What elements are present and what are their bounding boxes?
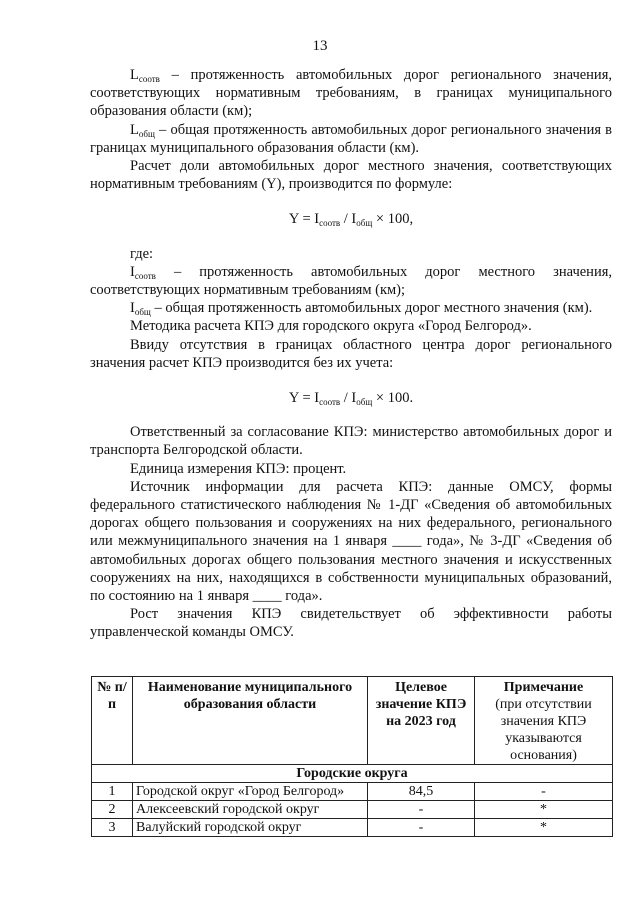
row-target: - (368, 801, 475, 819)
row-note: * (475, 819, 613, 837)
table-header-row (92, 677, 613, 765)
row-num: 2 (92, 801, 133, 819)
where-label: где: (130, 245, 154, 262)
header-note (475, 677, 613, 765)
header-num: № п/п (92, 677, 133, 765)
row-target: - (368, 819, 475, 837)
definition-l-obsch: $L_{общ}$ – общая протяженность автомобильных дорог регионального значения в границах муниципального образования области (км). (90, 121, 612, 156)
row-note: - (475, 783, 613, 801)
definition-l-sootv: $L_{соотв}$ – протяженность автомобильных дорог регионального значения, соответствующих нормативным требованиям, в границах муниципального образования области (км); (90, 67, 612, 120)
method-title: Методика расчета КПЭ для городского округа «Город Белгород». (130, 318, 532, 335)
formula-intro: Расчет доли автомобильных дорог местного значения, соответствующих нормативным требованиям (Y), производится по формуле: (90, 158, 612, 193)
section-row (92, 765, 613, 783)
row-name: Алексеевский городской округ (133, 801, 368, 819)
table-row (92, 783, 613, 801)
row-num: 1 (92, 783, 133, 801)
row-name: Городской округ «Город Белгород» (133, 783, 368, 801)
unit-text: Единица измерения КПЭ: процент. (130, 460, 347, 477)
source-text: Источник информации для расчета КПЭ: данные ОМСУ, формы федерального статистического наблюдения № 1-ДГ «Сведения об автомобильных дорогах общего пользования и сооружениях на них федерального, регионального или межмуниципального значения на 1 января ____ года», № 3-ДГ «Сведения об автомобильных дорогах общего пользования местного значения и искусственных сооружениях на них, находящихся в собственности муниципальных образований, по состоянию на 1 января ____ года». (90, 478, 612, 605)
method-note: Ввиду отсутствия в границах областного центра дорог регионального значения расчет КПЭ производится без их учета: (90, 336, 612, 371)
row-target: 84,5 (368, 783, 475, 801)
formula-2: $Y = I_{соотв} / I_{общ} \times 100$. (288, 390, 414, 408)
header-note-title: Примечание (503, 680, 584, 695)
header-target: Целевое значение КПЭ на 2023 год (368, 677, 475, 765)
header-note-subtitle: (при отсутствии значения КПЭ указываются основания) (495, 697, 592, 763)
definition-i-obsch: $I_{общ}$ – общая протяженность автомобильных дорог местного значения (км). (130, 300, 593, 318)
growth-text: Рост значения КПЭ свидетельствует об эффективности работы управленческой команды ОМСУ. (90, 606, 612, 641)
row-num: 3 (92, 819, 133, 837)
row-name: Валуйский городской округ (133, 819, 368, 837)
header-name: Наименование муниципального образования области (133, 677, 368, 765)
table-row (92, 819, 613, 837)
table-row (92, 801, 613, 819)
responsible-text: Ответственный за согласование КПЭ: министерство автомобильных дорог и транспорта Белгородской области. (90, 424, 612, 459)
document-body (90, 66, 612, 642)
page-number: 13 (312, 38, 328, 54)
section-title: Городские округа (92, 765, 613, 783)
formula-1: $Y = I_{соотв} / I_{общ} \times 100$, (288, 211, 414, 229)
kpe-table (91, 676, 613, 837)
definition-i-sootv: $I_{соотв}$ – протяженность автомобильных дорог местного значения, соответствующих нормативным требованиям (км); (90, 263, 612, 299)
row-note: * (475, 801, 613, 819)
